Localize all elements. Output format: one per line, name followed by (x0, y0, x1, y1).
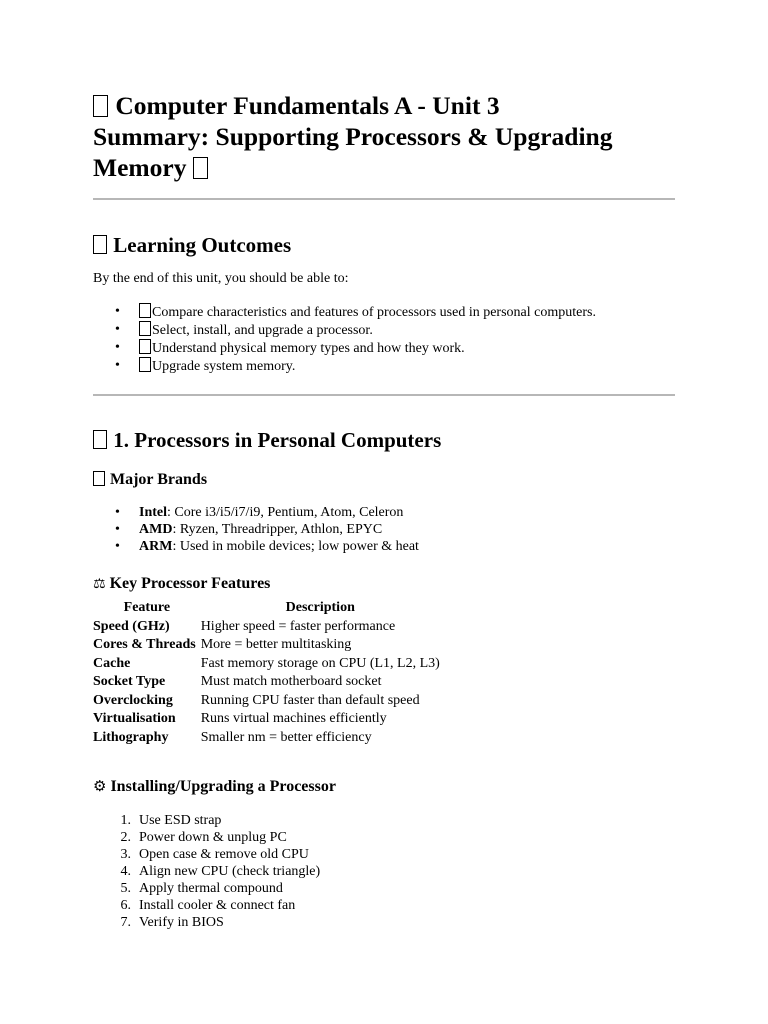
outcomes-list (93, 303, 675, 375)
processors-section (93, 427, 675, 453)
step-text: Use ESD strap (139, 813, 222, 828)
installing-section (93, 776, 675, 931)
table-row (93, 618, 440, 637)
bullet: • (115, 340, 120, 355)
title-line-3: Memory (93, 153, 187, 182)
list-item (93, 339, 675, 357)
bullet: • (115, 539, 120, 554)
bullet: • (115, 505, 120, 520)
learning-outcomes-intro: By the end of this unit, you should be able to: (93, 271, 349, 286)
learning-outcomes-section (93, 232, 675, 375)
list-item (93, 303, 675, 321)
step-number: 4. (120, 864, 131, 879)
learning-outcomes-title: Learning Outcomes (113, 233, 292, 257)
list-item (93, 812, 675, 829)
list-item (93, 897, 675, 914)
installing-heading (93, 776, 675, 797)
list-item-text: Compare characteristics and features of processors used in personal computers. (152, 305, 596, 320)
column-header: Description (285, 600, 355, 615)
list-item-text: Select, install, and upgrade a processor. (152, 323, 373, 338)
tag-icon (93, 471, 105, 486)
feature-description: Runs virtual machines efficiently (200, 711, 387, 726)
bullet: • (115, 358, 120, 373)
brand-description: : Core i3/i5/i7/i9, Pentium, Atom, Celeron (167, 505, 404, 520)
table-row (93, 710, 440, 729)
list-item (93, 880, 675, 897)
brand-name: Intel (139, 505, 167, 520)
step-text: Power down & unplug PC (139, 830, 287, 845)
feature-name: Speed (GHz) (93, 618, 170, 634)
check-icon (139, 321, 151, 336)
bullet: • (115, 522, 120, 537)
feature-name: Cores & Threads (93, 637, 196, 652)
list-item (93, 321, 675, 339)
title-line-1: Computer Fundamentals A - Unit 3 (115, 91, 500, 120)
list-item (93, 521, 675, 538)
brands-list (93, 504, 675, 555)
feature-description: Running CPU faster than default speed (200, 692, 420, 708)
table-row (93, 692, 440, 711)
title-line-2: Summary: Supporting Processors & Upgrading (93, 122, 613, 151)
step-text: Align new CPU (check triangle) (139, 864, 321, 879)
step-number: 2. (120, 830, 131, 845)
list-item (93, 504, 675, 521)
divider (93, 394, 675, 396)
step-number: 5. (120, 881, 131, 896)
bullet: • (115, 304, 120, 319)
feature-name: Virtualisation (93, 711, 176, 726)
list-item (93, 914, 675, 931)
list-item-text: Upgrade system memory. (152, 359, 296, 374)
table-row (93, 673, 440, 692)
brand-description: : Ryzen, Threadripper, Athlon, EPYC (172, 522, 383, 537)
check-icon (139, 303, 151, 318)
installing-title: Installing/Upgrading a Processor (110, 778, 336, 795)
feature-description: More = better multitasking (200, 637, 352, 652)
target-icon (93, 235, 107, 254)
features-table (93, 599, 440, 747)
list-item (93, 538, 675, 555)
scales-icon: ⚖ (93, 576, 106, 592)
feature-description: Must match motherboard socket (200, 674, 382, 689)
bullet: • (115, 322, 120, 337)
brand-description: : Used in mobile devices; low power & heat (172, 539, 419, 554)
step-text: Apply thermal compound (139, 881, 283, 896)
step-text: Verify in BIOS (139, 915, 224, 930)
book-icon (93, 95, 108, 117)
major-brands-section (93, 470, 675, 555)
key-features-heading (93, 574, 675, 594)
learning-outcomes-heading (93, 232, 675, 258)
step-text: Open case & remove old CPU (139, 847, 309, 862)
gear-icon: ⚙ (93, 777, 107, 795)
chip-icon (193, 157, 208, 179)
major-brands-heading (93, 470, 675, 490)
brand-name: AMD (139, 522, 173, 537)
list-item (93, 829, 675, 846)
feature-description: Smaller nm = better efficiency (200, 729, 372, 745)
cpu-icon (93, 430, 107, 449)
list-item (93, 357, 675, 375)
feature-description: Higher speed = faster performance (200, 618, 396, 634)
key-features-title: Key Processor Features (109, 575, 271, 592)
title-block (93, 90, 675, 183)
table-row (93, 729, 440, 748)
step-number: 3. (120, 847, 131, 862)
check-icon (139, 357, 151, 372)
table-row (93, 636, 440, 655)
install-steps-list (93, 812, 675, 931)
step-text: Install cooler & connect fan (139, 898, 296, 913)
brand-name: ARM (139, 539, 173, 554)
processors-title: 1. Processors in Personal Computers (113, 428, 442, 452)
processors-heading (93, 427, 675, 453)
step-number: 6. (120, 898, 131, 913)
list-item-text: Understand physical memory types and how they work. (152, 341, 465, 356)
key-features-section (93, 574, 675, 747)
feature-name: Overclocking (93, 692, 173, 708)
table-row (93, 655, 440, 674)
feature-name: Lithography (93, 729, 169, 745)
list-item (93, 846, 675, 863)
list-item (93, 863, 675, 880)
step-number: 1. (120, 813, 131, 828)
feature-description: Fast memory storage on CPU (L1, L2, L3) (200, 655, 440, 671)
step-number: 7. (120, 915, 131, 930)
page-title (93, 90, 675, 183)
table-header-row (93, 599, 440, 618)
feature-name: Cache (93, 655, 131, 671)
column-header: Feature (123, 600, 171, 615)
major-brands-title: Major Brands (110, 471, 208, 488)
divider (93, 198, 675, 200)
feature-name: Socket Type (93, 674, 166, 689)
check-icon (139, 339, 151, 354)
